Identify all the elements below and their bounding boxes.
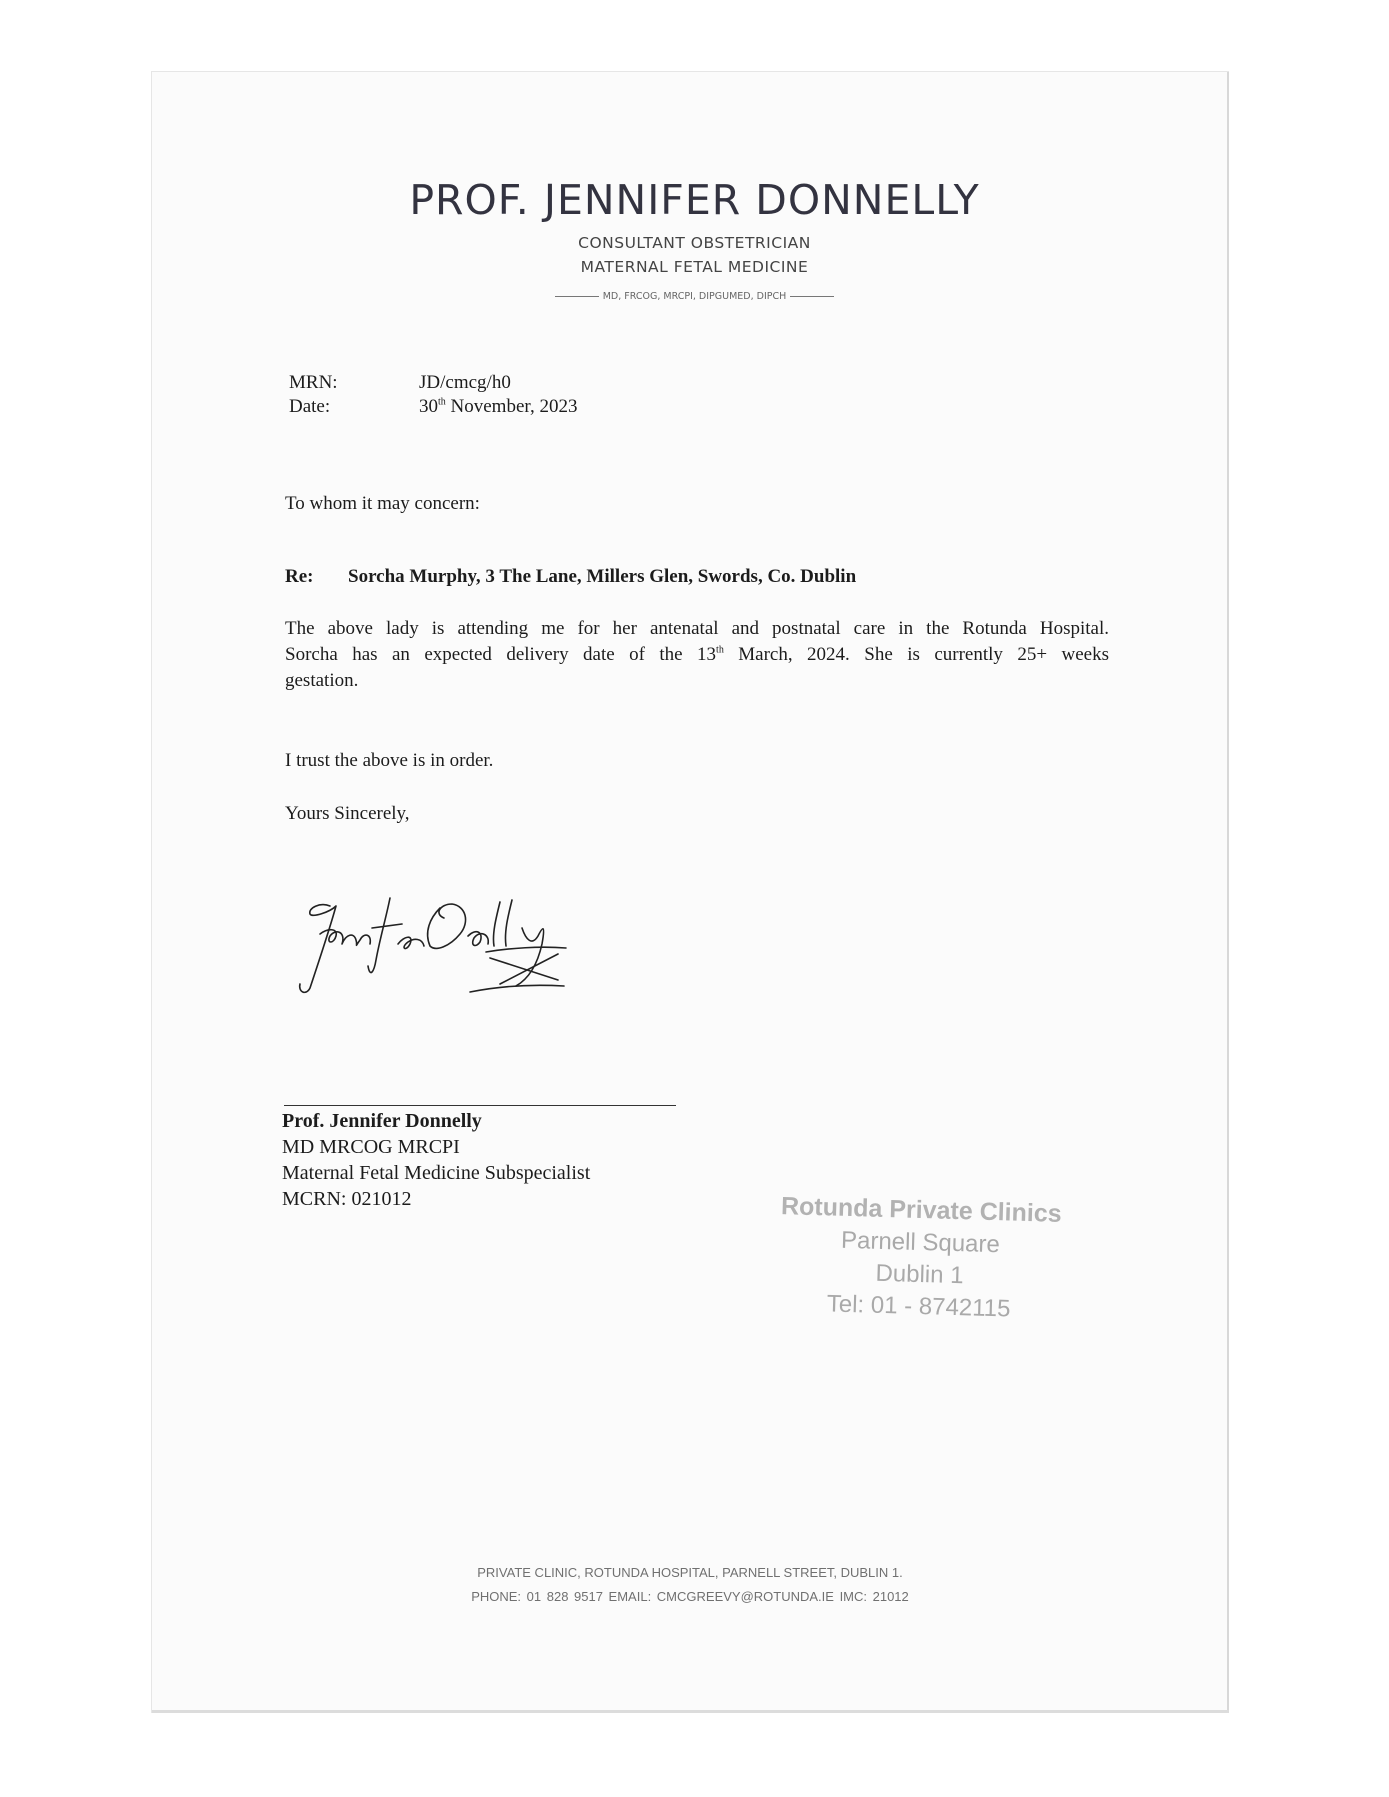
- stamp-title: Rotunda Private Clinics: [780, 1192, 1063, 1228]
- clinic-stamp: [718, 1190, 1121, 1326]
- divider: [555, 296, 599, 297]
- signatory-mcrn: MCRN: 021012: [282, 1188, 412, 1210]
- re-label: Re:: [285, 566, 314, 587]
- signatory-role: Maternal Fetal Medicine Subspecialist: [282, 1162, 591, 1184]
- signatory-qualifications: MD MRCOG MRCPI: [282, 1136, 460, 1158]
- closing-trust: I trust the above is in order.: [285, 750, 494, 771]
- body-text: Sorcha has an expected delivery date of the 13: [285, 644, 717, 665]
- letterhead-qualifications: MD, FRCOG, MRCPI, DIPGUMED, DIPCH: [602, 291, 787, 302]
- divider: [790, 296, 834, 297]
- footer-contact: PHONE: 01 828 9517 EMAIL: CMCGREEVY@ROTUNDA.IE IMC: 21012: [471, 1589, 909, 1604]
- date-suffix: th: [438, 396, 446, 408]
- footer-address: PRIVATE CLINIC, ROTUNDA HOSPITAL, PARNELL STREET, DUBLIN 1.: [477, 1565, 903, 1580]
- sheet-edge: [1227, 72, 1229, 1712]
- body-text: March, 2024. She is currently 25+ weeks: [723, 644, 1109, 665]
- sign-off: Yours Sincerely,: [285, 803, 410, 824]
- body-line: gestation.: [285, 670, 359, 691]
- letterhead-title-line1: CONSULTANT OBSTETRICIAN: [578, 234, 811, 252]
- sheet-edge: [152, 1710, 1229, 1713]
- re-subject: Sorcha Murphy, 3 The Lane, Millers Glen, Swords, Co. Dublin: [348, 566, 857, 587]
- stamp-line: Parnell Square: [840, 1226, 1001, 1259]
- date-day: 30: [419, 396, 438, 417]
- letterhead-title-line2: MATERNAL FETAL MEDICINE: [580, 258, 809, 276]
- mrn-label: MRN:: [289, 372, 338, 393]
- date-value: [419, 396, 577, 418]
- body-line: [285, 642, 1109, 668]
- signature-line: [284, 1105, 676, 1106]
- stamp-line: Tel: 01 - 8742115: [826, 1290, 1011, 1323]
- signatory-name: Prof. Jennifer Donnelly: [282, 1110, 482, 1132]
- handwritten-signature: [290, 888, 620, 1008]
- letterhead-qualifications-row: [0, 291, 1389, 302]
- letterhead-name: PROF. JENNIFER DONNELLY: [409, 176, 980, 224]
- salutation: To whom it may concern:: [285, 493, 480, 514]
- mrn-value: JD/cmcg/h0: [419, 372, 511, 393]
- body-paragraph: [285, 616, 1109, 694]
- date-label: Date:: [289, 396, 331, 417]
- ordinal-suffix: th: [716, 644, 724, 656]
- stamp-line: Dublin 1: [875, 1259, 964, 1290]
- body-line: The above lady is attending me for her antenatal and postnatal care in the Rotunda Hospital.: [285, 618, 1109, 639]
- date-rest: November, 2023: [445, 396, 578, 417]
